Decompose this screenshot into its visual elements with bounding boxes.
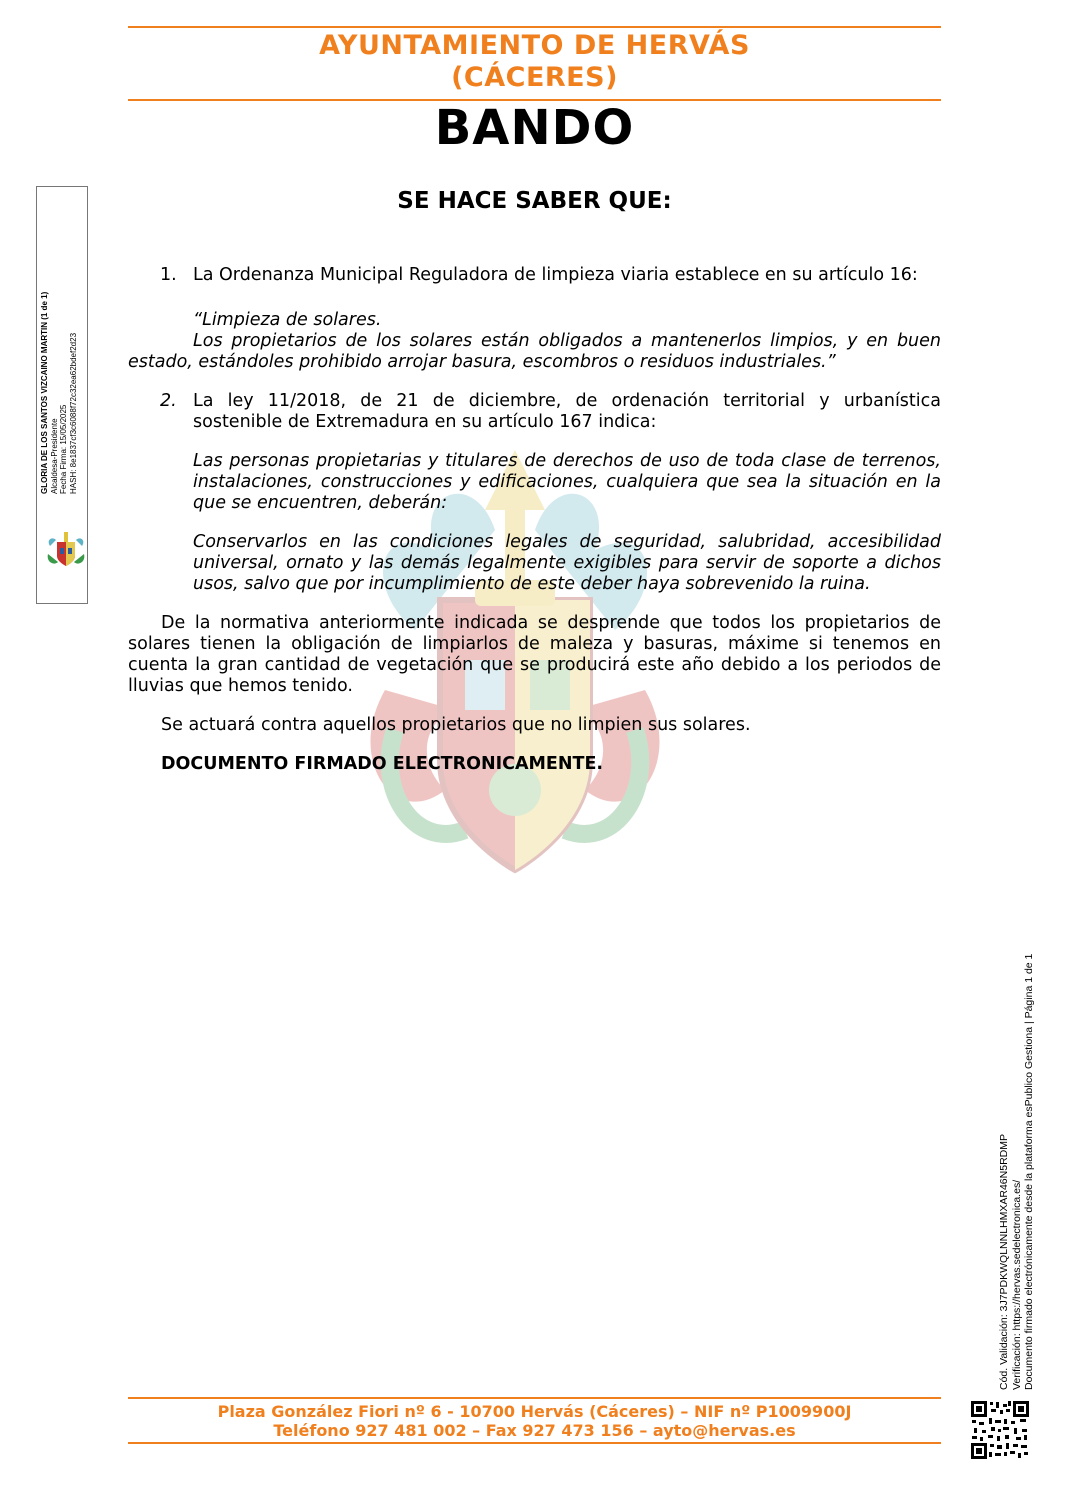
action-paragraph: Se actuará contra aquellos propietarios que no limpien sus solares. (161, 715, 751, 735)
footer-top-rule (128, 1397, 941, 1399)
footer-address: Plaza González Fiori nº 6 - 10700 Hervás (Cáceres) – NIF nº P1009900J (217, 1402, 852, 1421)
platform-note: Documento firmado electrónicamente desde la plataforma esPublico Gestiona | Página 1 de 1 (1023, 953, 1035, 1390)
footer-bottom-rule (128, 1442, 941, 1444)
coat-of-arms-small-icon (46, 532, 86, 568)
organization-name-line1: AYUNTAMIENTO DE HERVÁS (319, 30, 750, 61)
list-item-text: La ley 11/2018, de 21 de diciembre, de ordenación territorial y urbanística sostenible de Extremadura en su artículo 167 indica: (193, 391, 941, 432)
signature-details (40, 264, 78, 494)
qr-code-icon[interactable] (970, 1400, 1030, 1460)
signer-name: GLORIA DE LOS SANTOS VIZCAINO MARTIN (1 de 1) (40, 291, 49, 494)
list-number: 1. (160, 265, 177, 285)
signature-hash: HASH: 8e1837cf3c6088f72c32ea62bdef2d23 (68, 332, 78, 494)
footer-contact (128, 1402, 941, 1440)
announcement-heading: SE HACE SABER QUE: (397, 188, 672, 214)
verification-url: Verificación: https://hervas.sedelectronica.es/ (1010, 1179, 1023, 1390)
header-top-rule (128, 26, 941, 28)
document-body (128, 265, 941, 775)
law-quote-paragraph: Las personas propietarias y titulares de derechos de uso de toda clase de terrenos, instalaciones, construcciones y edificaciones, cualquiera que sea la situación en la que se encuentren, deberán: (193, 451, 941, 513)
signer-role: Alcaldesa-Presidente (49, 418, 59, 494)
list-item (128, 265, 941, 286)
organization-name (128, 30, 941, 94)
signed-notice: DOCUMENTO FIRMADO ELECTRONICAMENTE. (161, 754, 604, 774)
law-quote-paragraph: Conservarlos en las condiciones legales de seguridad, salubridad, accesibilidad universal, ornato y las demás legalmente exigibles para servir de soporte a dichos usos, salvo que por incumplimiento de este deber haya sobrevenido la ruina. (193, 532, 941, 594)
validation-code: Cód. Validación: 3J7PDKWQLNNLHMXAR46N5RDMP (998, 1134, 1010, 1390)
list-item-text: La Ordenanza Municipal Reguladora de limpieza viaria establece en su artículo 16: (193, 265, 918, 285)
document-type-title: BANDO (434, 100, 635, 156)
footer-phone-email: Teléfono 927 481 002 – Fax 927 473 156 – ayto@hervas.es (273, 1421, 796, 1440)
conclusion-paragraph: De la normativa anteriormente indicada se desprende que todos los propietarios de solares tienen la obligación de limpiarlos de maleza y basuras, máxime si tenemos en cuenta la gran cantidad de vegetación que se producirá este año debido a los periodos de lluvias que hemos tenido. (128, 613, 941, 696)
validation-details (998, 930, 1036, 1390)
organization-name-line2: (CÁCERES) (451, 62, 618, 93)
quote-text: Los propietarios de los solares están obligados a mantenerlos limpios, y en buen estado, estándoles prohibido arrojar basura, escombros o residuos industriales.” (128, 331, 941, 372)
quote-title: “Limpieza de solares. (193, 310, 382, 330)
signature-date: Fecha Firma: 15/05/2025 (59, 404, 68, 494)
list-number: 2. (160, 391, 177, 411)
list-item (128, 391, 941, 433)
